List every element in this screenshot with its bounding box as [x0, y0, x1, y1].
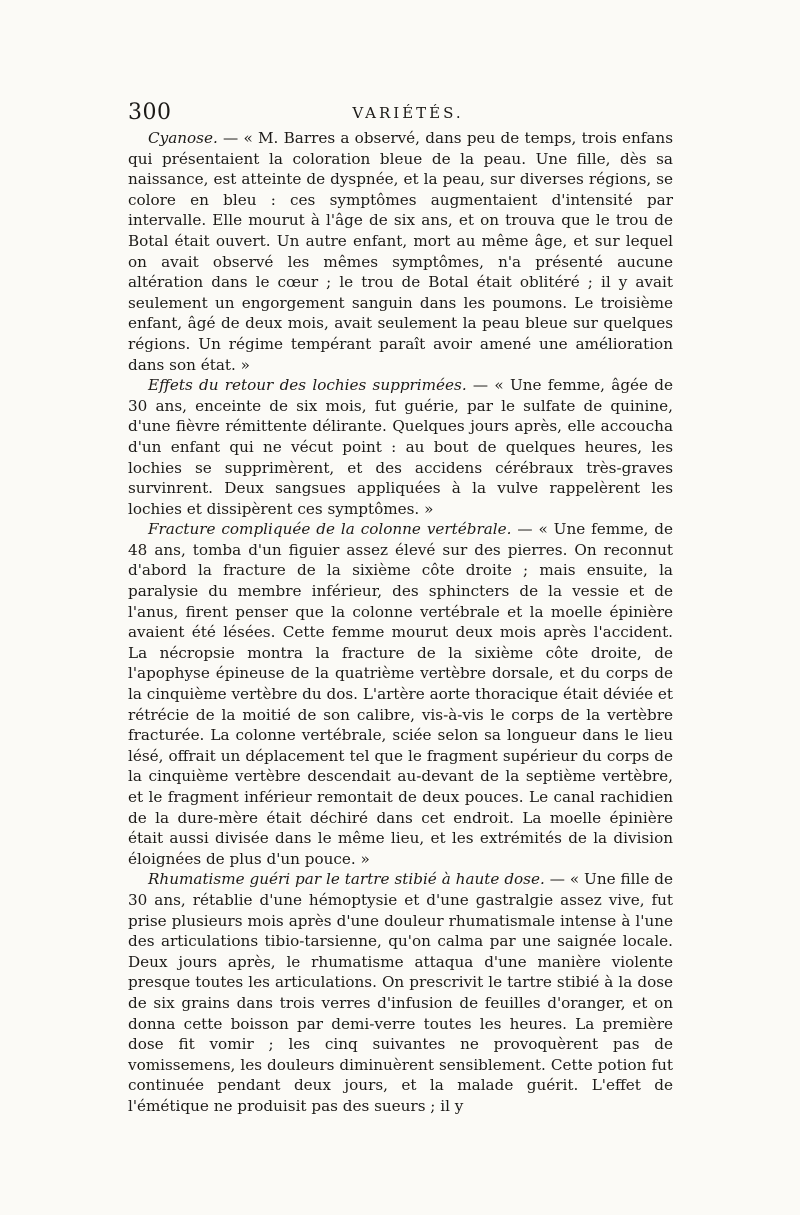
section-heading: Cyanose.	[148, 129, 218, 147]
paragraph-lochies	[128, 375, 673, 519]
paragraph-rhumatisme	[128, 869, 673, 1116]
page-header	[128, 100, 673, 126]
paragraph-text: — « Une fille de 30 ans, rétablie d'une hémoptysie et d'une gastralgie assez vive, fut prise plusieurs mois après d'une douleur rhumatismale intense à l'une des articulations tibio-tarsienne, qu'on calma par une saignée locale. Deux jours après, le rhumatisme attaqua d'une manière violente presque toutes les articulations. On prescrivit le tartre stibié à la dose de six grains dans trois verres d'infusion de feuilles d'oranger, et on donna cette boisson par demi-verre toutes les heures. La première dose fit vomir ; les cinq suivantes ne provoquèrent pas de vomissemens, les douleurs diminuèrent sensiblement. Cette potion fut continuée pendant deux jours, et la malade guérit. L'effet de l'émétique ne produisit pas des sueurs ; il y	[128, 870, 673, 1115]
paragraph-text: — « Une femme, de 48 ans, tomba d'un figuier assez élevé sur des pierres. On reconnut d'abord la fracture de la sixième côte droite ; mais ensuite, la paralysie du membre inférieur, des sphincters de la vessie et de l'anus, firent penser que la colonne vertébrale et la moelle épinière avaient été lésées. Cette femme mourut deux mois après l'accident. La nécropsie montra la fracture de la sixième côte droite, de l'apophyse épineuse de la quatrième vertèbre dorsale, et du corps de la cinquième vertèbre du dos. L'artère aorte thoracique était déviée et rétrécie de la moitié de son calibre, vis-à-vis le corps de la vertèbre fracturée. La colonne vertébrale, sciée selon sa longueur dans le lieu lésé, offrait un déplacement tel que le fragment supérieur du corps de la cinquième vertèbre descendait au-devant de la septième vertèbre, et le fragment inférieur remontait de deux pouces. Le canal rachidien de la dure-mère était déchiré dans cet endroit. La moelle épinière était aussi divisée dans le même lieu, et les extrémités de la division éloignées de plus d'un pouce. »	[128, 520, 673, 868]
section-heading: Effets du retour des lochies supprimées.	[148, 376, 467, 395]
section-heading: Fracture compliquée de la colonne vertébrale.	[148, 520, 512, 539]
page-number: 300	[128, 100, 172, 125]
page-body	[128, 128, 673, 1117]
paragraph-fracture	[128, 519, 673, 869]
section-heading: Rhumatisme guéri par le tartre stibié à haute dose.	[148, 870, 545, 889]
paragraph-text: — « M. Barres a observé, dans peu de temps, trois enfans qui présentaient la coloration bleue de la peau. Une fille, dès sa naissance, est atteinte de dyspnée, et la peau, sur diverses régions, se colore en bleu : ces symptômes augmentaient d'intensité par intervalle. Elle mourut à l'âge de six ans, et on trouva que le trou de Botal était ouvert. Un autre enfant, mort au même âge, et sur lequel on avait observé les mêmes symptômes, n'a présenté aucune altération dans le cœur ; le trou de Botal était oblitéré ; il y avait seulement un engorgement sanguin dans les poumons. Le troisième enfant, âgé de deux mois, avait seulement la peau bleue sur quelques régions. Un régime tempérant paraît avoir amené une amélioration dans son état. »	[128, 129, 673, 374]
running-title: VARIÉTÉS.	[352, 104, 464, 122]
paragraph-cyanose	[128, 128, 673, 375]
paragraph-text: — « Une femme, âgée de 30 ans, enceinte de six mois, fut guérie, par le sulfate de quinine, d'une fièvre rémittente délirante. Quelques jours après, elle accoucha d'un enfant qui ne vécut point : au bout de quelques heures, les lochies se supprimèrent, et des accidens cérébraux très-graves survinrent. Deux sangsues appliquées à la vulve rappelèrent les lochies et dissipèrent ces symptômes. »	[128, 376, 673, 518]
